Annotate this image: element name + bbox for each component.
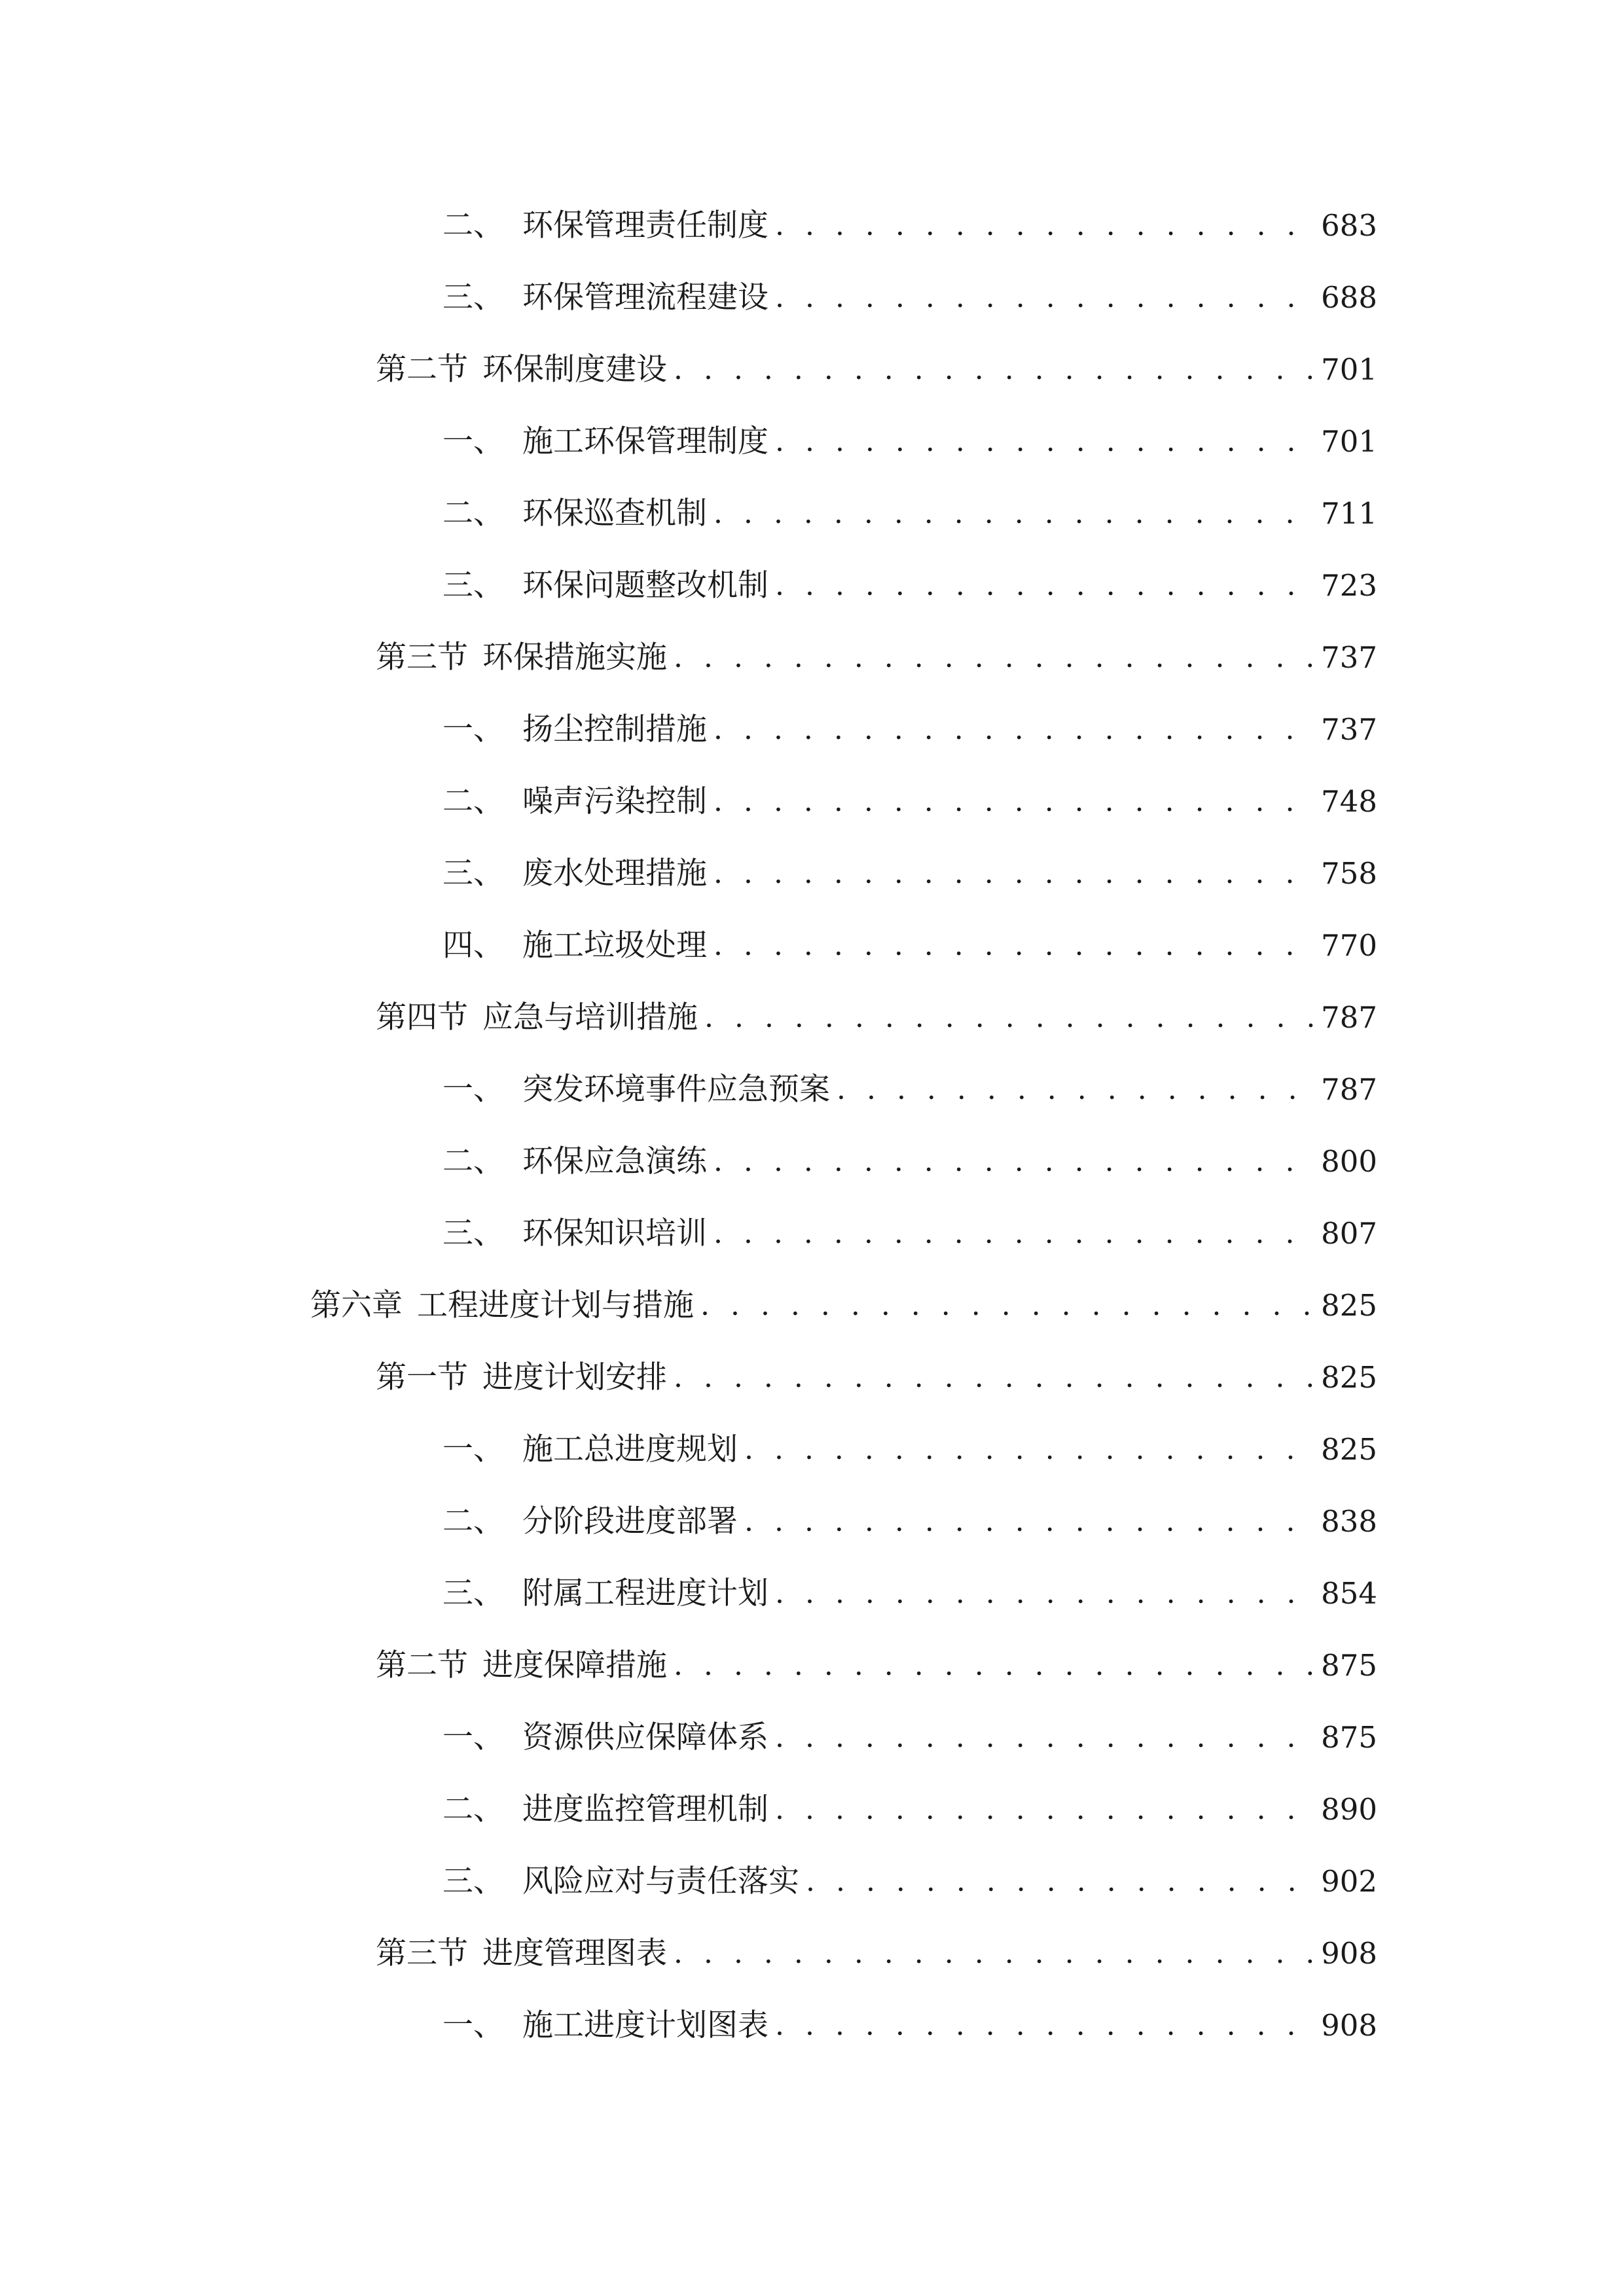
toc-entry[interactable] [0,478,1624,550]
toc-entry-label [376,638,667,677]
toc-leader-dots [713,854,1313,893]
toc-leader-dots [775,422,1313,461]
toc-entry[interactable] [0,1342,1624,1414]
toc-entry-title: 环保问题整改机制 [522,567,768,603]
toc-entry-title: 环保制度建设 [482,351,667,387]
toc-entry[interactable] [0,1558,1624,1630]
toc-entry-number: 第二节 [376,1647,468,1683]
toc-leader-dots [837,1070,1313,1109]
toc-entry-title: 施工环保管理制度 [522,423,768,459]
toc-leader-dots [713,710,1313,749]
toc-entry-label [442,1502,738,1541]
toc-page-number: 688 [1321,280,1377,315]
toc-entry-number: 三、 [442,279,504,315]
toc-entry[interactable] [0,1774,1624,1846]
toc-entry-number: 三、 [442,1863,504,1899]
toc-leader-dots [713,782,1313,821]
toc-leader-dots [713,1214,1313,1253]
toc-entry-title: 分阶段进度部署 [522,1503,738,1539]
toc-leader-dots [775,1790,1313,1829]
toc-leader-dots [713,1142,1313,1181]
toc-leader-dots [744,1430,1313,1469]
toc-entry[interactable] [0,1270,1624,1342]
toc-entry-title: 环保知识培训 [522,1215,707,1251]
toc-entry[interactable] [0,190,1624,262]
toc-page-number: 770 [1321,928,1377,963]
toc-leader-dots [674,1934,1313,1973]
toc-page-number: 838 [1321,1504,1377,1539]
toc-entry-title: 风险应对与责任落实 [522,1863,799,1899]
toc-entry[interactable] [0,406,1624,478]
toc-entry-number: 二、 [442,207,504,243]
toc-page-number: 683 [1321,208,1377,243]
toc-leader-dots [775,206,1313,245]
toc-entry-label [442,2006,768,2045]
toc-page-number: 875 [1321,1720,1377,1755]
toc-leader-dots [674,1358,1313,1397]
toc-entry-label [442,1430,738,1469]
toc-entry[interactable] [0,1702,1624,1774]
toc-entry-label [442,1790,768,1829]
toc-entry-label [442,1070,830,1109]
toc-entry-title: 进度管理图表 [482,1935,667,1971]
toc-entry-title: 应急与培训措施 [482,999,698,1035]
toc-entry-label [442,1574,768,1613]
toc-entry-number: 第六章 [310,1287,403,1323]
toc-entry[interactable] [0,910,1624,982]
toc-page-number: 908 [1321,2008,1377,2043]
toc-leader-dots [674,638,1313,677]
toc-entry-number: 第三节 [376,1935,468,1971]
toc-page-number: 908 [1321,1936,1377,1971]
toc-entry-title: 资源供应保障体系 [522,1719,768,1755]
toc-entry-number: 一、 [442,423,504,459]
toc-entry-title: 进度监控管理机制 [522,1791,768,1827]
toc-leader-dots [713,494,1313,533]
toc-entry-label [376,1358,667,1397]
toc-page-number: 854 [1321,1576,1377,1611]
toc-entry-number: 一、 [442,711,504,747]
toc-entry-label [442,278,768,317]
toc-entry-label [442,566,768,605]
toc-entry-label [442,1214,707,1253]
toc-entry-number: 一、 [442,1071,504,1107]
toc-page-number: 825 [1321,1288,1377,1323]
toc-leader-dots [674,350,1313,389]
toc-entry-label [376,350,667,389]
toc-entry-title: 进度计划安排 [482,1359,667,1395]
toc-entry-title: 进度保障措施 [482,1647,667,1683]
table-of-contents [0,190,1624,2062]
toc-page-number: 758 [1321,856,1377,891]
toc-page-number: 737 [1321,640,1377,675]
toc-entry[interactable] [0,694,1624,766]
toc-page-number: 723 [1321,568,1377,603]
toc-entry-number: 第一节 [376,1359,468,1395]
toc-entry-title: 附属工程进度计划 [522,1575,768,1611]
toc-entry[interactable] [0,262,1624,334]
toc-entry[interactable] [0,838,1624,910]
toc-leader-dots [775,1718,1313,1757]
toc-entry-label [376,1934,667,1973]
toc-leader-dots [704,998,1313,1037]
toc-entry-label [310,1286,694,1325]
toc-leader-dots [775,1574,1313,1613]
toc-entry-title: 工程进度计划与措施 [417,1287,694,1323]
toc-entry-number: 四、 [442,927,504,963]
toc-entry-number: 二、 [442,495,504,531]
toc-entry[interactable] [0,1054,1624,1126]
toc-page-number: 701 [1321,352,1377,387]
toc-entry-title: 施工垃圾处理 [522,927,707,963]
toc-leader-dots [674,1646,1313,1685]
toc-entry-title: 扬尘控制措施 [522,711,707,747]
toc-page-number: 748 [1321,784,1377,819]
toc-entry[interactable] [0,1990,1624,2062]
toc-entry[interactable] [0,1126,1624,1198]
toc-entry-number: 二、 [442,1791,504,1827]
toc-entry-title: 废水处理措施 [522,855,707,891]
toc-page-number: 787 [1321,1072,1377,1107]
toc-entry[interactable] [0,1198,1624,1270]
toc-entry-number: 第四节 [376,999,468,1035]
toc-page-number: 825 [1321,1432,1377,1467]
toc-entry-number: 第三节 [376,639,468,675]
toc-entry-number: 二、 [442,1143,504,1179]
toc-entry-number: 二、 [442,1503,504,1539]
toc-entry[interactable] [0,982,1624,1054]
toc-entry-label [442,926,707,965]
toc-entry-title: 环保措施实施 [482,639,667,675]
toc-entry-label [376,1646,667,1685]
toc-entry[interactable] [0,1630,1624,1702]
toc-entry-label [442,422,768,461]
toc-leader-dots [775,278,1313,317]
toc-entry-number: 一、 [442,2007,504,2043]
toc-entry-label [442,1142,707,1181]
toc-page-number: 737 [1321,712,1377,747]
toc-page-number: 875 [1321,1648,1377,1683]
toc-entry[interactable] [0,550,1624,622]
toc-entry-label [442,1718,768,1757]
toc-entry-title: 环保应急演练 [522,1143,707,1179]
toc-entry-label [442,854,707,893]
toc-entry-title: 施工进度计划图表 [522,2007,768,2043]
toc-entry[interactable] [0,1918,1624,1990]
toc-entry-label [442,494,707,533]
toc-entry-number: 一、 [442,1431,504,1467]
toc-entry-title: 突发环境事件应急预案 [522,1071,830,1107]
toc-leader-dots [775,566,1313,605]
toc-page-number: 701 [1321,424,1377,459]
toc-entry-title: 环保管理责任制度 [522,207,768,243]
toc-page-number: 807 [1321,1216,1377,1251]
toc-entry[interactable] [0,1846,1624,1918]
toc-entry-label [442,710,707,749]
toc-page-number: 800 [1321,1144,1377,1179]
toc-page-number: 825 [1321,1360,1377,1395]
toc-leader-dots [775,2006,1313,2045]
toc-entry[interactable] [0,622,1624,694]
toc-entry[interactable] [0,1486,1624,1558]
toc-leader-dots [806,1862,1313,1901]
toc-page-number: 711 [1321,496,1377,531]
toc-page-number: 902 [1321,1864,1377,1899]
toc-entry-number: 一、 [442,1719,504,1755]
toc-entry-number: 三、 [442,567,504,603]
toc-leader-dots [700,1286,1313,1325]
toc-entry-label [442,1862,799,1901]
toc-entry-number: 二、 [442,783,504,819]
toc-entry[interactable] [0,1414,1624,1486]
toc-entry-label [376,998,698,1037]
toc-entry-number: 第二节 [376,351,468,387]
toc-entry-title: 环保巡查机制 [522,495,707,531]
toc-leader-dots [744,1502,1313,1541]
toc-entry-title: 施工总进度规划 [522,1431,738,1467]
toc-page-number: 787 [1321,1000,1377,1035]
toc-entry-number: 三、 [442,855,504,891]
toc-entry-number: 三、 [442,1215,504,1251]
toc-leader-dots [713,926,1313,965]
toc-entry-title: 环保管理流程建设 [522,279,768,315]
toc-entry-label [442,206,768,245]
toc-page-number: 890 [1321,1792,1377,1827]
toc-entry-label [442,782,707,821]
toc-entry-number: 三、 [442,1575,504,1611]
toc-entry[interactable] [0,334,1624,406]
toc-entry-title: 噪声污染控制 [522,783,707,819]
toc-entry[interactable] [0,766,1624,838]
